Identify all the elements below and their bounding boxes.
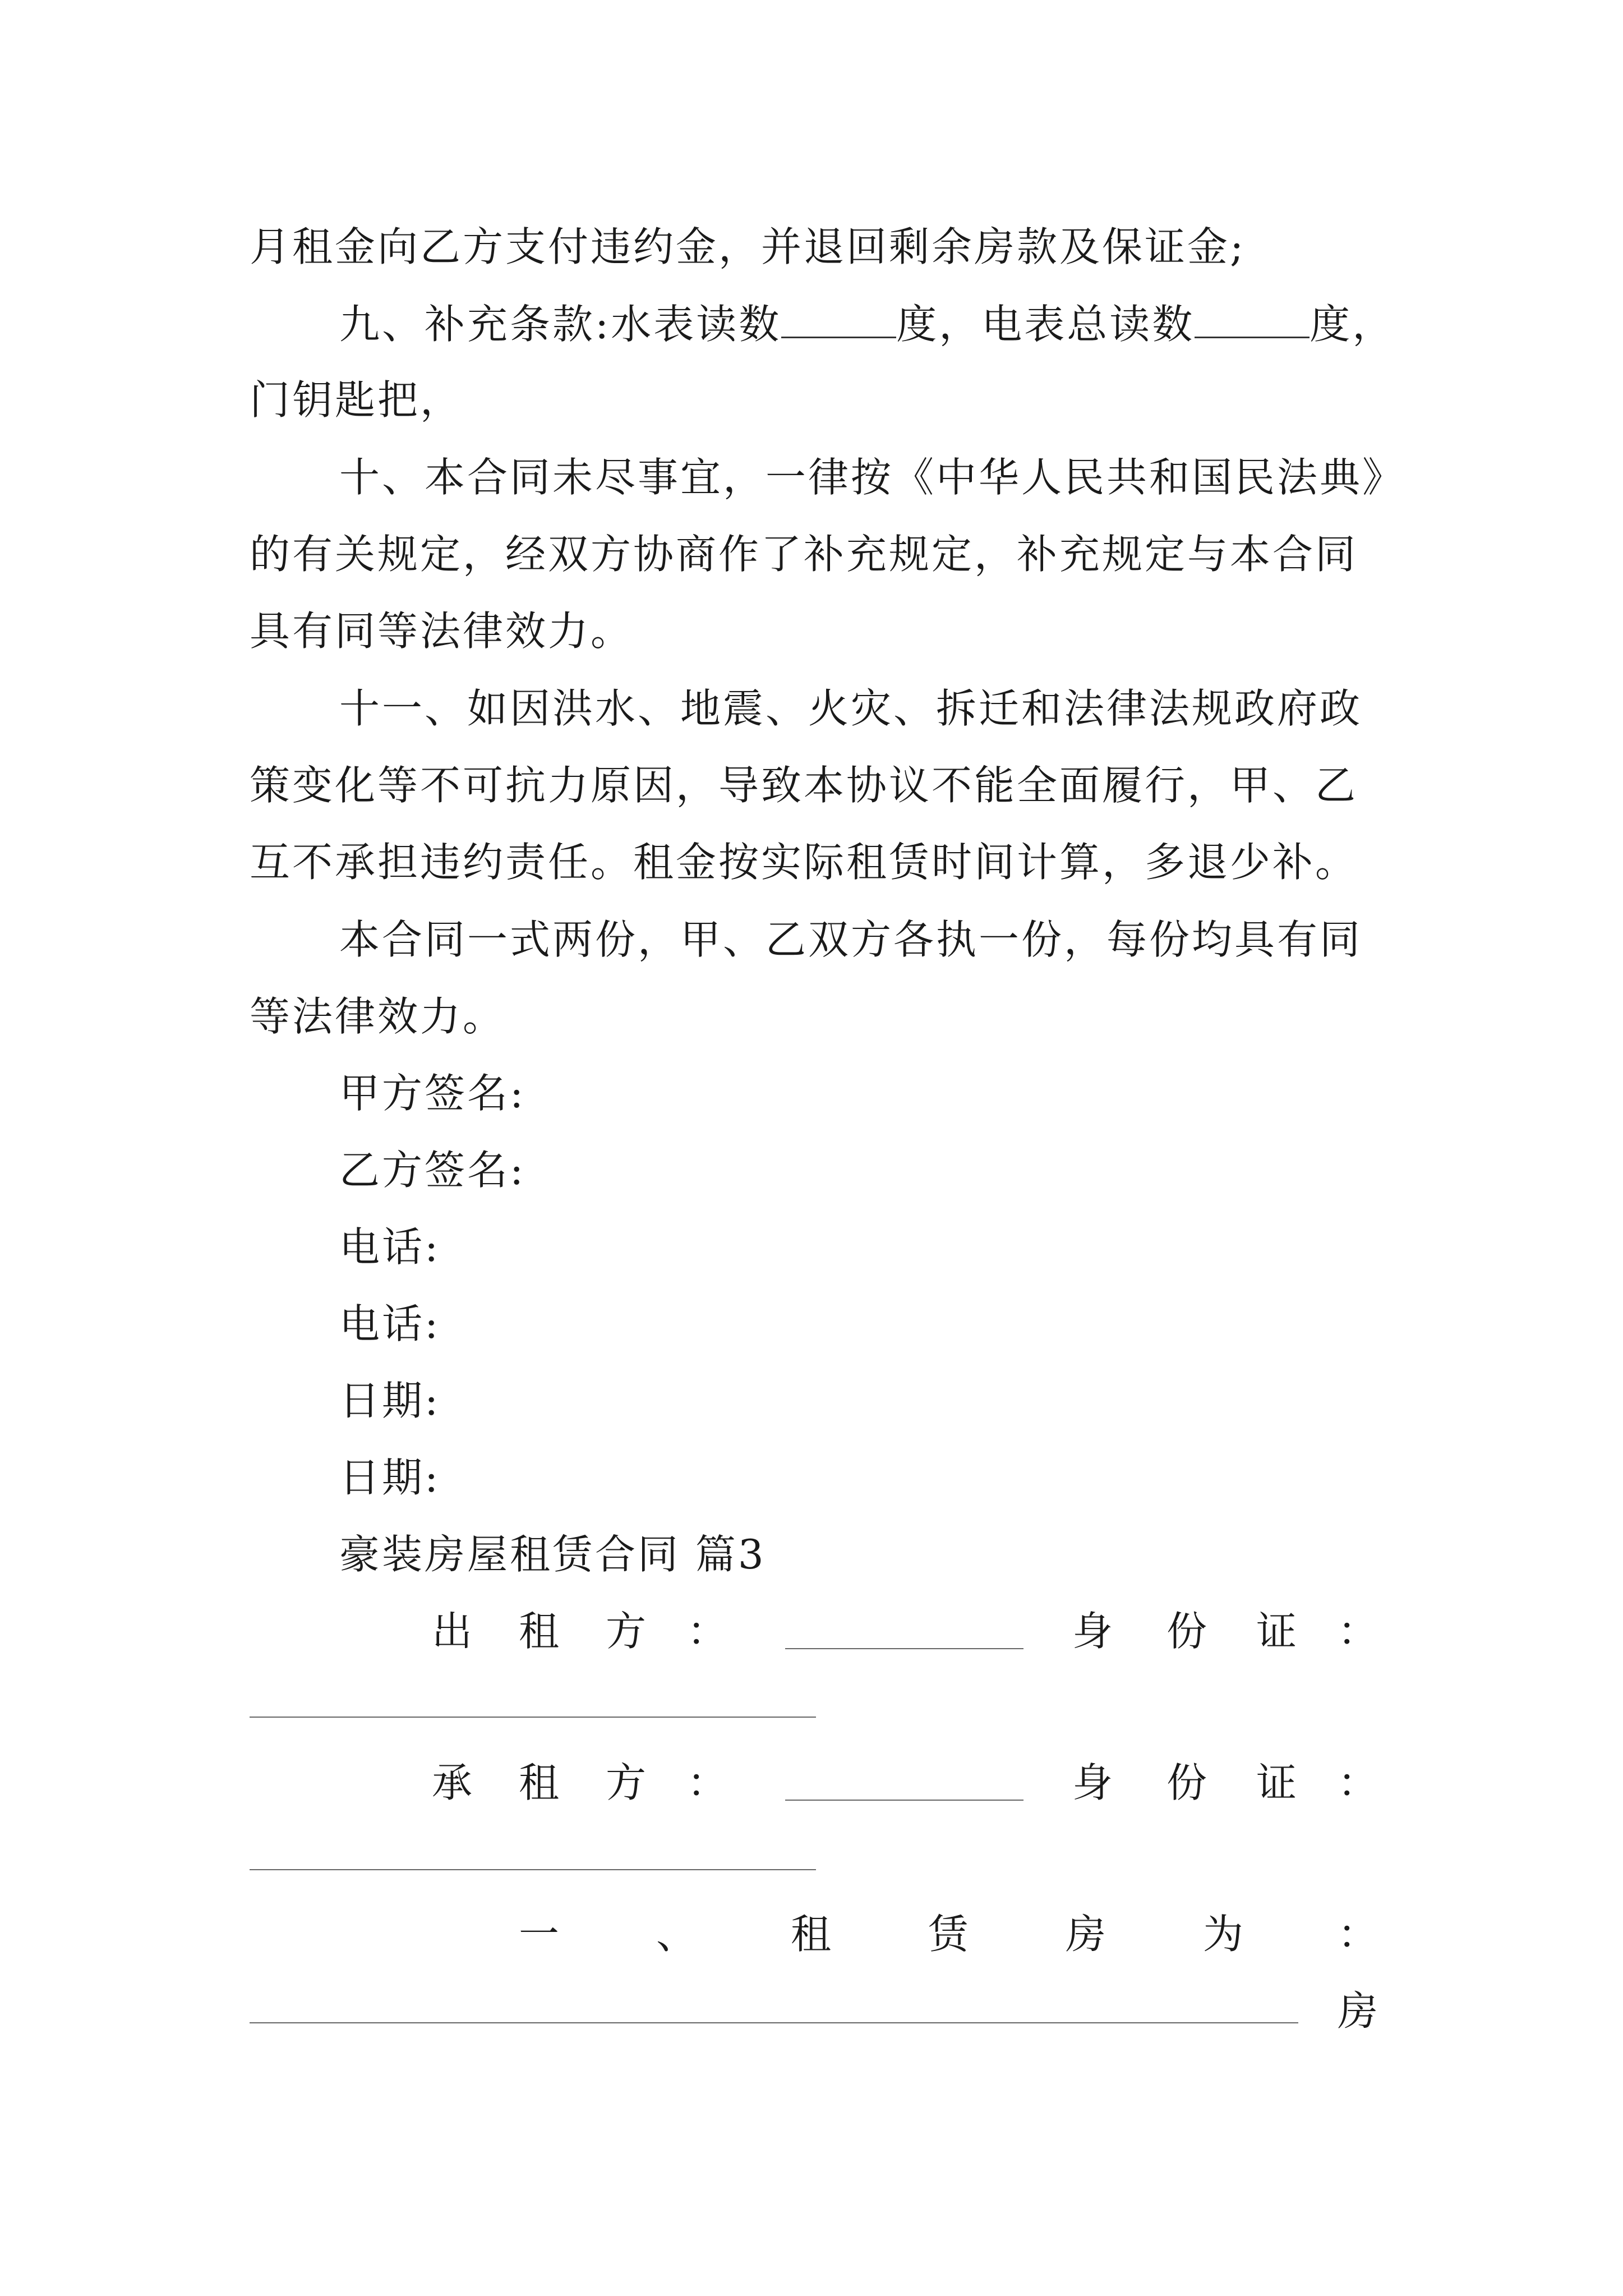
clause-9-unit: 度， bbox=[1310, 301, 1395, 348]
text-line: 策变化等不可抗力原因，导致本协议不能全面履行，甲、乙 bbox=[250, 762, 1358, 809]
party-b-signature-label: 乙方签名: bbox=[339, 1147, 526, 1194]
date-label: 日期: bbox=[339, 1377, 441, 1424]
clause-10-line: 十、本合同未尽事宜，一律按《中华人民共和国民法典》 bbox=[339, 454, 1405, 501]
clause-1-tail: 房 bbox=[1338, 1987, 1378, 2035]
clause-1-char: 赁 bbox=[928, 1911, 969, 1958]
clause-9-water-label: 九、补充条款:水表读数 bbox=[339, 301, 782, 348]
clause-1-colon: ： bbox=[1338, 1911, 1378, 1958]
lessee-char: 租 bbox=[519, 1759, 560, 1806]
id-char: 证 bbox=[1256, 1759, 1297, 1806]
lessor-char: 方 bbox=[606, 1608, 647, 1655]
id-colon: ： bbox=[1338, 1608, 1378, 1655]
phone-label: 电话: bbox=[339, 1223, 441, 1271]
id-char: 身 bbox=[1072, 1759, 1113, 1806]
id-char: 证 bbox=[1256, 1608, 1297, 1655]
lessor-char: 出 bbox=[432, 1608, 473, 1655]
clause-11-line: 十一、如因洪水、地震、火灾、拆迁和法律法规政府政 bbox=[339, 685, 1363, 732]
id-char: 身 bbox=[1072, 1608, 1113, 1655]
party-a-signature-label: 甲方签名: bbox=[339, 1070, 526, 1117]
text-line: 具有同等法律效力。 bbox=[250, 608, 634, 655]
lessee-colon: ： bbox=[687, 1759, 728, 1806]
date-label: 日期: bbox=[339, 1454, 441, 1501]
text-line: 互不承担违约责任。租金按实际租赁时间计算，多退少补。 bbox=[250, 839, 1358, 886]
lessee-id-blank[interactable] bbox=[250, 1869, 816, 1870]
lessee-char: 方 bbox=[606, 1759, 647, 1806]
clause-9-line bbox=[339, 297, 1395, 351]
lessor-id-blank[interactable] bbox=[250, 1717, 816, 1718]
rental-property-blank[interactable] bbox=[250, 2022, 1298, 2023]
text-line: 的有关规定，经双方协商作了补充规定，补充规定与本合同 bbox=[250, 531, 1358, 578]
phone-label: 电话: bbox=[339, 1300, 441, 1347]
copies-line: 本合同一式两份，甲、乙双方各执一份，每份均具有同 bbox=[339, 916, 1363, 963]
lessee-char: 承 bbox=[432, 1759, 473, 1806]
electric-reading-blank[interactable] bbox=[1195, 303, 1310, 338]
id-char: 份 bbox=[1166, 1759, 1207, 1806]
water-reading-blank[interactable] bbox=[781, 303, 896, 338]
section-heading: 豪装房屋租赁合同 篇3 bbox=[339, 1531, 766, 1578]
id-colon: ： bbox=[1338, 1759, 1378, 1806]
clause-1-char: 房 bbox=[1066, 1911, 1106, 1958]
lessor-colon: ： bbox=[687, 1608, 728, 1655]
lessor-char: 租 bbox=[519, 1608, 560, 1655]
lessee-name-blank[interactable] bbox=[785, 1800, 1023, 1801]
clause-1-char: 为 bbox=[1203, 1911, 1244, 1958]
clause-1-char: 租 bbox=[791, 1911, 832, 1958]
text-line: 等法律效力。 bbox=[250, 993, 506, 1040]
clause-1-char: 、 bbox=[656, 1911, 697, 1958]
text-line: 门钥匙把， bbox=[250, 376, 463, 424]
clause-9-electric-label: 度，电表总读数 bbox=[896, 301, 1195, 348]
lessor-name-blank[interactable] bbox=[785, 1648, 1023, 1649]
id-char: 份 bbox=[1166, 1608, 1207, 1655]
clause-1-char: 一 bbox=[519, 1911, 560, 1958]
text-line: 月租金向乙方支付违约金，并退回剩余房款及保证金; bbox=[250, 223, 1246, 270]
